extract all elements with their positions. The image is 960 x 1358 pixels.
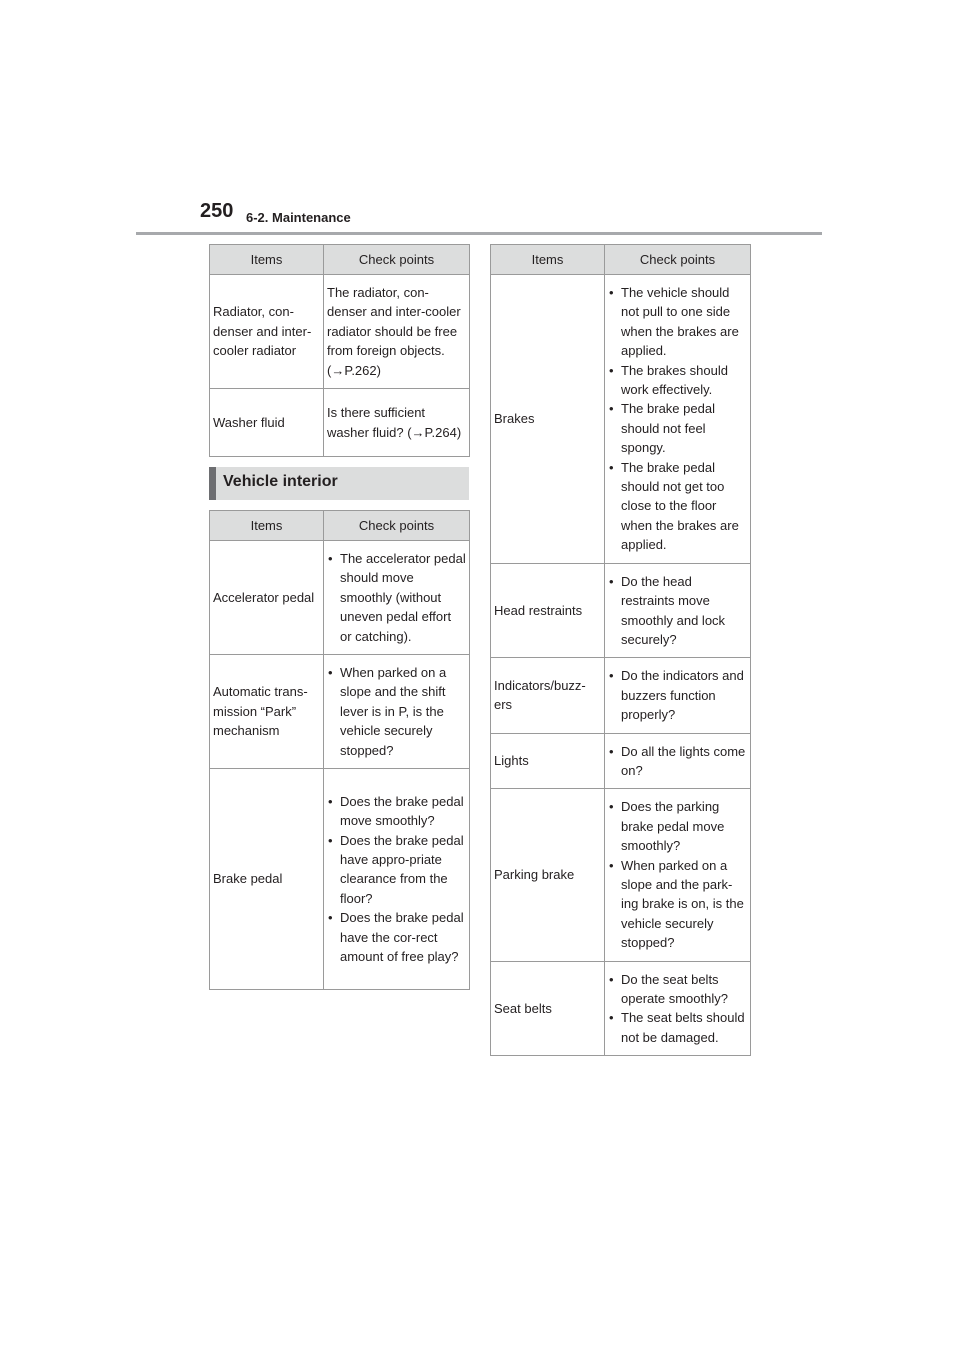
check-point-list	[327, 549, 466, 646]
check-point-item: • The brakes should work effectively.	[608, 361, 747, 400]
check-point-item: • The brake pedal should not get too close to the floor when the brakes are applied.	[608, 458, 747, 555]
item-cell: Seat belts	[491, 961, 605, 1056]
heading-accent-bar	[209, 467, 216, 500]
check-point-item: • Does the brake pedal have the cor-rect amount of free play?	[327, 908, 466, 966]
check-point-item: • When parked on a slope and the park-ing brake is on, is the vehicle securely stopped?	[608, 856, 747, 953]
check-point-list	[608, 970, 747, 1048]
header-divider	[136, 232, 822, 235]
section-title: 6-2. Maintenance	[246, 210, 351, 225]
table-row	[491, 789, 751, 961]
item-cell: Parking brake	[491, 789, 605, 961]
check-point-item: • Do the indicators and buzzers function properly?	[608, 666, 747, 724]
table-row	[491, 563, 751, 658]
check-point-item: • Does the brake pedal move smoothly?	[327, 792, 466, 831]
vehicle-interior-table	[209, 510, 470, 990]
check-point-item: • Does the parking brake pedal move smoothly?	[608, 797, 747, 855]
item-cell: Lights	[491, 733, 605, 789]
check-point-item: • The vehicle should not pull to one side when the brakes are applied.	[608, 283, 747, 361]
check-point-list	[608, 797, 747, 952]
table-row	[491, 733, 751, 789]
check-point-list	[608, 572, 747, 650]
column-header-check-points: Check points	[324, 511, 470, 541]
item-cell: Head restraints	[491, 563, 605, 658]
check-point-list	[327, 663, 466, 760]
table-row	[210, 769, 470, 990]
table-row	[491, 658, 751, 733]
check-point-cell: Is there sufficient washer fluid? (→P.264)	[324, 389, 470, 457]
check-point-cell: The radiator, con-denser and inter-cooler radiator should be free from foreign objects. (→P.262)	[324, 275, 470, 389]
check-point-list	[327, 792, 466, 967]
item-cell: Radiator, con-denser and inter-cooler radiator	[210, 275, 324, 389]
check-point-item: • When parked on a slope and the shift lever is in P, is the vehicle securely stopped?	[327, 663, 466, 760]
table-header-row	[210, 245, 470, 275]
column-header-check-points: Check points	[324, 245, 470, 275]
check-point-item: • Does the brake pedal have appro-priate clearance from the floor?	[327, 831, 466, 909]
item-cell: Washer fluid	[210, 389, 324, 457]
check-point-item: • The accelerator pedal should move smoothly (without uneven pedal effort or catching).	[327, 549, 466, 646]
table-row	[210, 541, 470, 655]
table-row	[210, 275, 470, 389]
check-point-item: • The seat belts should not be damaged.	[608, 1008, 747, 1047]
item-cell: Accelerator pedal	[210, 541, 324, 655]
column-header-items: Items	[491, 245, 605, 275]
engine-compartment-table	[209, 244, 470, 457]
check-point-cell	[324, 655, 470, 769]
check-point-item: • The brake pedal should not feel spongy.	[608, 399, 747, 457]
column-header-items: Items	[210, 245, 324, 275]
column-header-items: Items	[210, 511, 324, 541]
table-row	[491, 275, 751, 564]
item-cell: Automatic trans-mission “Park” mechanism	[210, 655, 324, 769]
item-cell: Brakes	[491, 275, 605, 564]
check-point-cell	[605, 789, 751, 961]
check-point-list	[608, 666, 747, 724]
table-header-row	[210, 511, 470, 541]
check-point-list	[608, 742, 747, 781]
check-point-cell	[324, 541, 470, 655]
column-header-check-points: Check points	[605, 245, 751, 275]
check-point-cell	[605, 658, 751, 733]
check-point-item: • Do the head restraints move smoothly and lock securely?	[608, 572, 747, 650]
item-cell: Indicators/buzz-ers	[491, 658, 605, 733]
check-point-list	[608, 283, 747, 555]
table-row	[210, 389, 470, 457]
table-header-row	[491, 245, 751, 275]
check-point-cell	[605, 275, 751, 564]
vehicle-interior-title: Vehicle interior	[223, 473, 338, 490]
check-point-cell	[324, 769, 470, 990]
check-point-cell	[605, 961, 751, 1056]
check-point-item: • Do all the lights come on?	[608, 742, 747, 781]
item-cell: Brake pedal	[210, 769, 324, 990]
check-point-cell	[605, 563, 751, 658]
table-row	[210, 655, 470, 769]
vehicle-interior-heading	[209, 467, 469, 500]
check-point-item: • Do the seat belts operate smoothly?	[608, 970, 747, 1009]
page-number: 250	[200, 200, 234, 222]
vehicle-interior-table-continued	[490, 244, 751, 1056]
check-point-cell	[605, 733, 751, 789]
table-row	[491, 961, 751, 1056]
